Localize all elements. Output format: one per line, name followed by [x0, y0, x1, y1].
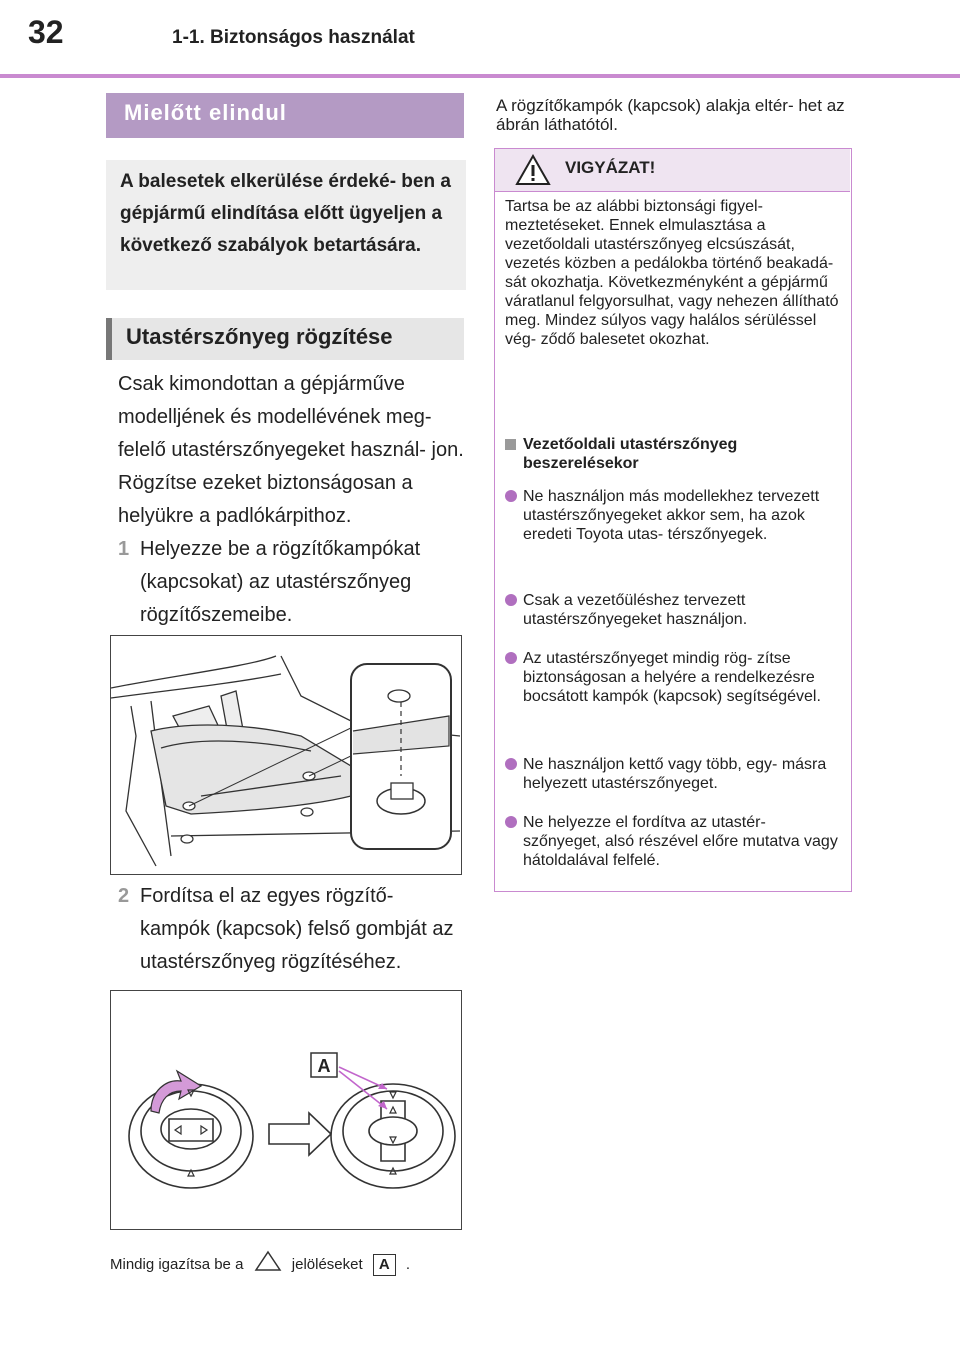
- bullet-text: Ne használjon más modellekhez tervezett utastérszőnyegeket akkor sem, ha azok eredeti Toyota utas- térszőnyegek.: [523, 488, 820, 543]
- page-number: 32: [28, 14, 64, 50]
- caution-subheading-text: Vezetőoldali utastérszőnyeg beszerelésekor: [523, 436, 738, 472]
- floor-mat-illustration: [111, 636, 460, 873]
- step-text: Fordítsa el az egyes rögzítő- kampók (kapcsok) felső gombját az utastérszőnyeg rögzítéséhez.: [140, 885, 454, 973]
- caption-before: Mindig igazítsa be a: [110, 1256, 244, 1273]
- knob-rotation-figure: [110, 990, 462, 1230]
- step-number: 2: [118, 885, 130, 907]
- caution-text: Tartsa be az alábbi biztonsági figyel- meztetéseket. Ennek elmulasztása a vezetőoldali utastérszőnyeg elcsúszását, vezetés közben a pedálokba történő beakadá- sát okozhatja. Következményként a gépjármű váratlanul felgyorsulhat, vagy nehezen állítható meg. Mindez súlyos vagy halálos sérüléssel vég- ződő balesetet okozhat.: [505, 198, 839, 348]
- body-paragraph: Csak kimondottan a gépjárműve modelljének és modellévének meg- felelő utastérszőnyegeket használ- jon. Rögzítse ezeket biztonságosan a helyükre a padlókárpithoz.: [118, 373, 464, 527]
- bullet-dot-icon: [505, 816, 517, 828]
- subsection-title: Utastérszőnyeg rögzítése: [106, 318, 464, 360]
- bullet-dot-icon: [505, 758, 517, 770]
- caution-header: [495, 149, 850, 192]
- warning-icon: [515, 154, 551, 186]
- step-text: Helyezze be a rögzítőkampókat (kapcsokat) az utastérszőnyeg rögzítőszemeibe.: [140, 538, 421, 626]
- bullet-text: Az utastérszőnyeget mindig rög- zítse biztonságosan a helyére a rendelkezésre bocsátott kampók (kapcsok) segítségével.: [523, 650, 821, 705]
- knob-illustration: [111, 991, 460, 1228]
- bullet-dot-icon: [505, 594, 517, 606]
- section-title: Mielőtt elindul: [106, 93, 464, 138]
- caption-box-a: A: [373, 1254, 396, 1276]
- caution-bullet: [505, 487, 841, 544]
- caution-subheading: [505, 435, 841, 473]
- bullet-text: Ne használjon kettő vagy több, egy- másra helyezett utastérszőnyeget.: [523, 756, 827, 792]
- bullet-dot-icon: [505, 490, 517, 502]
- caption-middle: jelöléseket: [291, 1256, 363, 1273]
- figure-caption: [110, 1250, 410, 1276]
- figure-label-a: A: [317, 1056, 331, 1076]
- square-bullet-icon: [505, 439, 516, 450]
- bullet-dot-icon: [505, 652, 517, 664]
- caution-bullet: [505, 755, 841, 793]
- header-rule: [0, 74, 960, 78]
- step-1: [118, 533, 468, 632]
- triangle-mark-icon: [254, 1250, 282, 1272]
- caution-title: VIGYÁZAT!: [565, 158, 656, 177]
- intro-box: A balesetek elkerülése érdeké- ben a gépjármű elindítása előtt ügyeljen a következő szabályok betartására.: [106, 160, 466, 290]
- floor-mat-figure: [110, 635, 462, 875]
- step-number: 1: [118, 538, 130, 560]
- right-intro: A rögzítőkampók (kapcsok) alakja eltér- het az ábrán láthatótól.: [496, 96, 845, 134]
- bullet-text: Csak a vezetőüléshez tervezett utastérszőnyegeket használjon.: [523, 592, 748, 628]
- chapter-title: 1-1. Biztonságos használat: [172, 27, 415, 48]
- caution-box: [494, 148, 852, 892]
- caution-bullet: [505, 591, 841, 629]
- caution-bullet: [505, 813, 841, 870]
- bullet-text: Ne helyezze el fordítva az utastér- szőnyeget, alsó részével előre mutatva vagy hátoldalával felfelé.: [523, 814, 838, 869]
- step-2: [118, 880, 468, 979]
- caption-end: .: [405, 1256, 411, 1273]
- caution-bullet: [505, 649, 841, 706]
